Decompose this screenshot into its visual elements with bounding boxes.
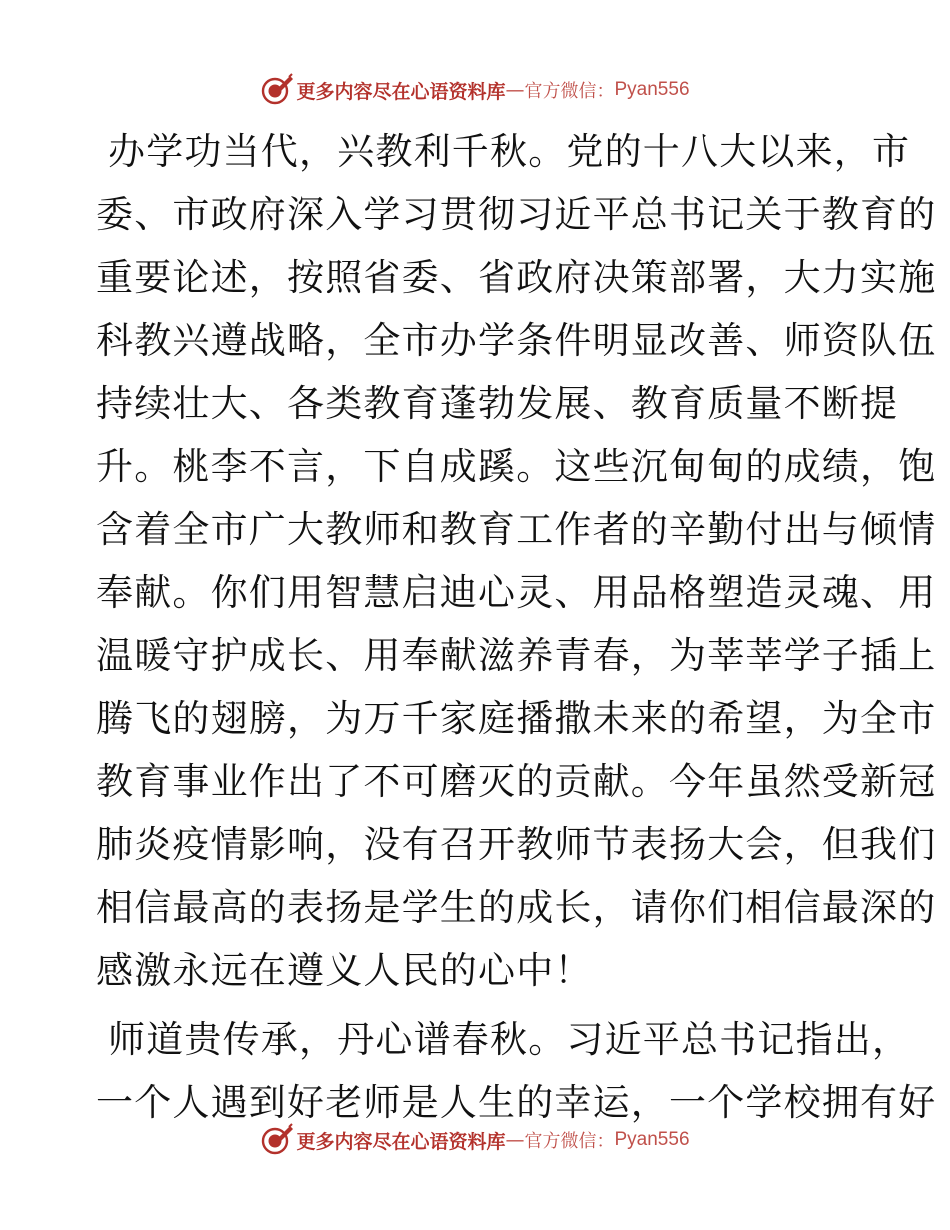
footer-separator: —: [505, 1129, 525, 1151]
footer-wechat-id: Pyan556: [614, 1129, 690, 1150]
text-line: 委、市政府深入学习贯彻习近平总书记关于教育的: [96, 193, 937, 236]
text-line: 肺炎疫情影响，没有召开教师节表扬大会，但我们: [96, 823, 937, 866]
paragraph-2: [96, 1008, 937, 1134]
pen-nib-logo-icon: [260, 73, 294, 107]
footer-banner: [0, 1122, 950, 1158]
document-body: [96, 120, 937, 1134]
text-line: 相信最高的表扬是学生的成长，请你们相信最深的: [96, 886, 937, 929]
footer-site-text: 更多内容尽在心语资料库: [296, 1130, 506, 1153]
text-line: 师道贵传承，丹心谱春秋。习近平总书记指出，: [108, 1018, 911, 1061]
footer-wechat-label: 官方微信：: [524, 1131, 615, 1152]
text-line: 持续壮大、各类教育蓬勃发展、教育质量不断提: [96, 382, 899, 425]
text-line: 科教兴遵战略，全市办学条件明显改善、师资队伍: [96, 319, 937, 362]
text-line: 温暖守护成长、用奉献滋养青春，为莘莘学子插上: [96, 634, 937, 677]
text-line: 升。桃李不言，下自成蹊。这些沉甸甸的成绩，饱: [96, 445, 937, 488]
header-wechat-id: Pyan556: [614, 79, 690, 100]
text-line: 奉献。你们用智慧启迪心灵、用品格塑造灵魂、用: [96, 571, 937, 614]
pen-nib-logo-icon: [260, 1123, 294, 1157]
paragraph-1: [96, 120, 937, 1002]
header-site-text: 更多内容尽在心语资料库: [296, 80, 506, 103]
text-line: 一个人遇到好老师是人生的幸运，一个学校拥有好: [96, 1081, 937, 1124]
text-line: 教育事业作出了不可磨灭的贡献。今年虽然受新冠: [96, 760, 937, 803]
text-line: 重要论述，按照省委、省政府决策部署，大力实施: [96, 256, 937, 299]
header-banner: [0, 72, 950, 108]
header-separator: —: [505, 79, 525, 101]
text-line: 办学功当代，兴教利千秋。党的十八大以来，市: [108, 130, 911, 173]
text-line: 含着全市广大教师和教育工作者的辛勤付出与倾情: [96, 508, 937, 551]
text-line: 腾飞的翅膀，为万千家庭播撒未来的希望，为全市: [96, 697, 937, 740]
header-wechat-label: 官方微信：: [524, 81, 615, 102]
text-line: 感激永远在遵义人民的心中！: [96, 949, 593, 992]
